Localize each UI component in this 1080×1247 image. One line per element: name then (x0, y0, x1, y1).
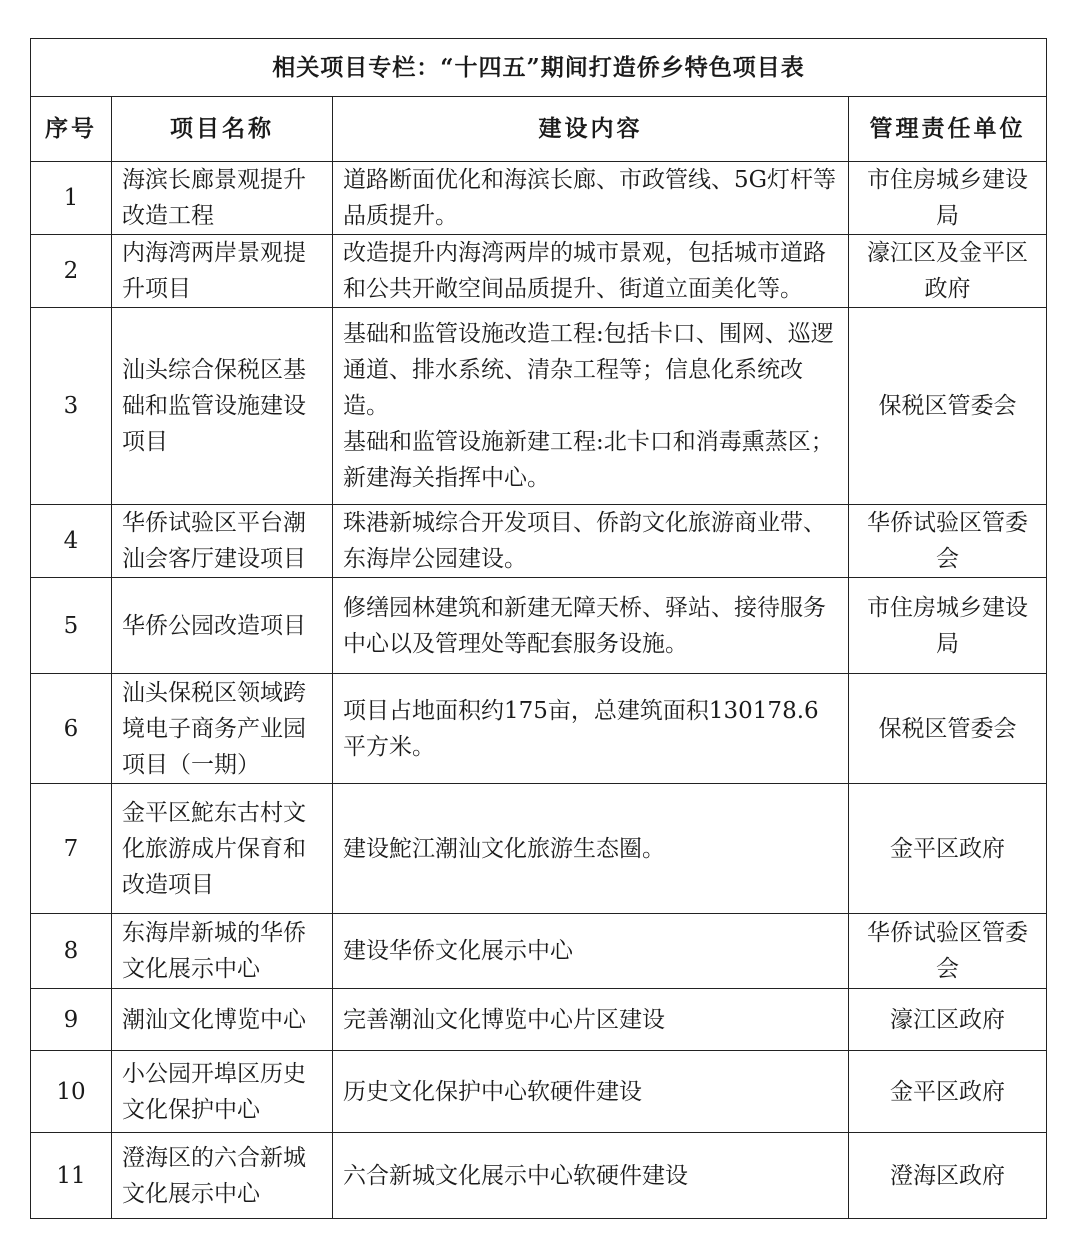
construction-content (333, 578, 849, 674)
construction-content (333, 989, 849, 1051)
responsible-unit: 华侨试验区管委会 (849, 505, 1047, 578)
content-paragraph: 完善潮汕文化博览中心片区建设 (343, 1006, 665, 1033)
table-row (31, 235, 1047, 308)
project-name: 东海岸新城的华侨文化展示中心 (112, 914, 333, 989)
responsible-unit: 金平区政府 (849, 1051, 1047, 1133)
row-number: 3 (31, 308, 112, 505)
project-name: 汕头保税区领域跨境电子商务产业园项目（一期） (112, 674, 333, 784)
responsible-unit: 保税区管委会 (849, 674, 1047, 784)
table-title: 相关项目专栏：“十四五”期间打造侨乡特色项目表 (31, 39, 1047, 97)
header-unit: 管理责任单位 (849, 97, 1047, 162)
construction-content (333, 1051, 849, 1133)
responsible-unit: 濠江区及金平区政府 (849, 235, 1047, 308)
content-paragraph: 基础和监管设施改造工程:包括卡口、围网、巡逻通道、排水系统、清杂工程等；信息化系统改造。 (343, 321, 834, 419)
project-name: 内海湾两岸景观提升项目 (112, 235, 333, 308)
construction-content (333, 784, 849, 914)
header-row (31, 97, 1047, 162)
row-number: 7 (31, 784, 112, 914)
construction-content (333, 235, 849, 308)
content-paragraph: 珠港新城综合开发项目、侨韵文化旅游商业带、东海岸公园建设。 (343, 510, 826, 572)
row-number: 5 (31, 578, 112, 674)
construction-content (333, 674, 849, 784)
construction-content (333, 914, 849, 989)
content-paragraph: 历史文化保护中心软硬件建设 (343, 1078, 642, 1105)
project-name: 华侨试验区平台潮汕会客厅建设项目 (112, 505, 333, 578)
project-name: 海滨长廊景观提升改造工程 (112, 162, 333, 235)
content-paragraph: 六合新城文化展示中心软硬件建设 (343, 1162, 688, 1189)
table-row (31, 308, 1047, 505)
row-number: 10 (31, 1051, 112, 1133)
row-number: 2 (31, 235, 112, 308)
content-paragraph: 道路断面优化和海滨长廊、市政管线、5G灯杆等品质提升。 (343, 167, 837, 229)
table-row (31, 162, 1047, 235)
project-name: 金平区鮀东古村文化旅游成片保育和改造项目 (112, 784, 333, 914)
project-name: 澄海区的六合新城文化展示中心 (112, 1133, 333, 1219)
construction-content (333, 1133, 849, 1219)
responsible-unit: 华侨试验区管委会 (849, 914, 1047, 989)
responsible-unit: 市住房城乡建设局 (849, 578, 1047, 674)
content-paragraph: 修缮园林建筑和新建无障天桥、驿站、接待服务中心以及管理处等配套服务设施。 (343, 594, 826, 657)
row-number: 11 (31, 1133, 112, 1219)
project-table (30, 38, 1047, 1219)
table-row (31, 784, 1047, 914)
header-no: 序号 (31, 97, 112, 162)
responsible-unit: 保税区管委会 (849, 308, 1047, 505)
responsible-unit: 澄海区政府 (849, 1133, 1047, 1219)
construction-content (333, 308, 849, 505)
content-paragraph: 建设华侨文化展示中心 (343, 938, 573, 964)
content-paragraph: 基础和监管设施新建工程:北卡口和消毒熏蒸区；新建海关指挥中心。 (343, 429, 834, 491)
table-row (31, 578, 1047, 674)
responsible-unit: 金平区政府 (849, 784, 1047, 914)
content-paragraph: 项目占地面积约175亩，总建筑面积130178.6平方米。 (343, 697, 819, 760)
project-name: 汕头综合保税区基础和监管设施建设项目 (112, 308, 333, 505)
row-number: 1 (31, 162, 112, 235)
row-number: 6 (31, 674, 112, 784)
table-row (31, 1051, 1047, 1133)
header-name: 项目名称 (112, 97, 333, 162)
title-row (31, 39, 1047, 97)
table-row (31, 505, 1047, 578)
table-row (31, 914, 1047, 989)
header-content: 建设内容 (333, 97, 849, 162)
table-row (31, 1133, 1047, 1219)
row-number: 8 (31, 914, 112, 989)
content-paragraph: 改造提升内海湾两岸的城市景观，包括城市道路和公共开敞空间品质提升、街道立面美化等。 (343, 240, 826, 302)
row-number: 4 (31, 505, 112, 578)
project-name: 小公园开埠区历史文化保护中心 (112, 1051, 333, 1133)
construction-content (333, 162, 849, 235)
construction-content (333, 505, 849, 578)
project-name: 华侨公园改造项目 (112, 578, 333, 674)
row-number: 9 (31, 989, 112, 1051)
table-row (31, 989, 1047, 1051)
content-paragraph: 建设鮀江潮汕文化旅游生态圈。 (343, 835, 665, 862)
project-name: 潮汕文化博览中心 (112, 989, 333, 1051)
table-row (31, 674, 1047, 784)
responsible-unit: 濠江区政府 (849, 989, 1047, 1051)
responsible-unit: 市住房城乡建设局 (849, 162, 1047, 235)
